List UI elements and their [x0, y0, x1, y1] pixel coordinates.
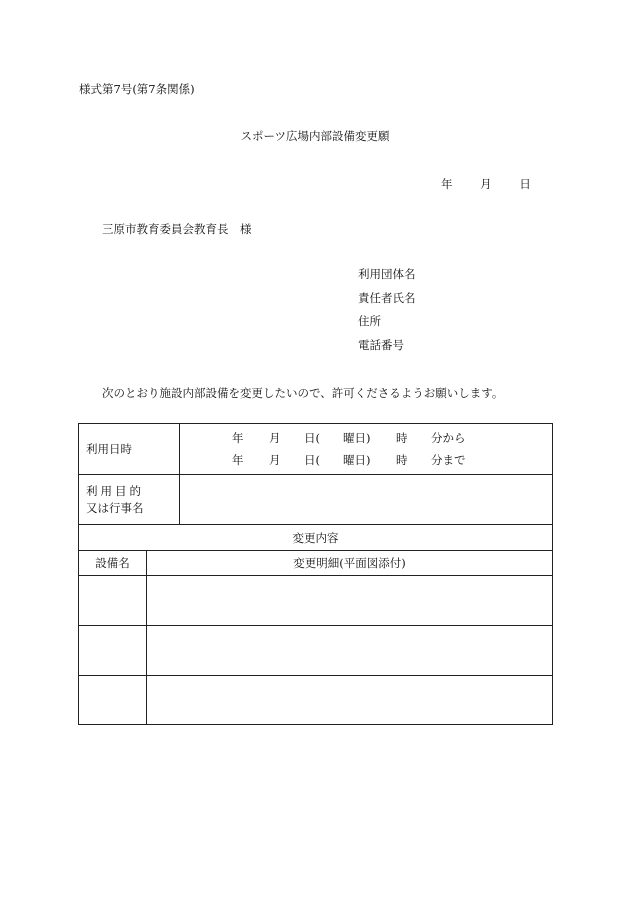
details-header: 変更明細(平面図添付)	[147, 551, 553, 576]
details-cell[interactable]	[147, 676, 553, 725]
usage-datetime-cell[interactable]	[180, 424, 553, 475]
start-month-label: 月	[269, 431, 281, 445]
request-text: 次のとおり施設内部設備を変更したいので、許可くださるようお願いします。	[102, 386, 504, 400]
changes-header: 変更内容	[79, 525, 553, 551]
usage-datetime-label: 利用日時	[79, 424, 180, 475]
end-hour-label: 時	[396, 453, 408, 467]
end-month-label: 月	[269, 453, 281, 467]
equipment-cell[interactable]	[79, 626, 147, 676]
representative-label: 責任者氏名	[358, 290, 416, 305]
page-title: スポーツ広場内部設備変更願	[240, 129, 390, 143]
equipment-cell[interactable]	[79, 676, 147, 725]
start-minute-label: 分から	[431, 431, 466, 445]
end-weekday-label: 曜日)	[343, 453, 371, 467]
equipment-cell[interactable]	[79, 576, 147, 626]
addressee: 三原市教育委員会教育長 様	[102, 222, 252, 236]
start-weekday-label: 曜日)	[343, 431, 371, 445]
start-datetime-line	[180, 427, 552, 449]
organization-label: 利用団体名	[358, 267, 416, 281]
phone-label: 電話番号	[358, 337, 404, 352]
details-cell[interactable]	[147, 576, 553, 626]
date-day-label: 日	[519, 177, 531, 191]
end-year-label: 年	[232, 453, 244, 467]
application-table	[78, 423, 553, 725]
address-label: 住所	[358, 314, 381, 328]
purpose-label-line1: 利用目的	[86, 483, 144, 498]
end-minute-label: 分まで	[431, 453, 466, 467]
applicant-block	[358, 267, 416, 361]
start-hour-label: 時	[396, 431, 408, 445]
date-line	[441, 176, 531, 192]
start-year-label: 年	[232, 431, 244, 445]
purpose-label-line2: 又は行事名	[86, 500, 144, 515]
start-day-label: 日(	[304, 431, 320, 445]
end-datetime-line	[180, 449, 552, 471]
details-cell[interactable]	[147, 626, 553, 676]
purpose-label	[79, 475, 180, 525]
end-day-label: 日(	[304, 453, 320, 467]
date-month-label: 月	[480, 177, 492, 191]
form-number: 様式第7号(第7条関係)	[79, 82, 195, 96]
equipment-header: 設備名	[79, 551, 147, 576]
purpose-input-cell[interactable]	[180, 475, 553, 525]
date-year-label: 年	[441, 177, 453, 191]
